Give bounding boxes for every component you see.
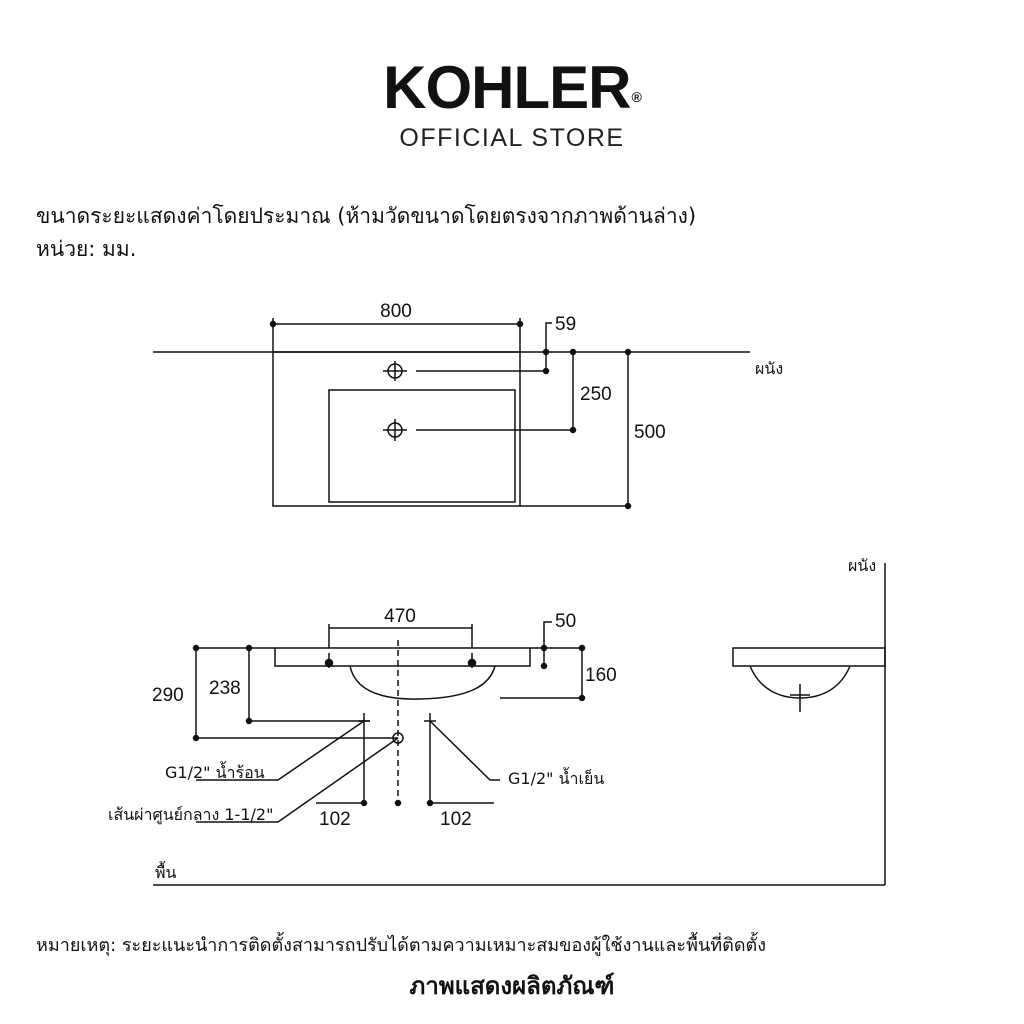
cold-leader	[430, 721, 500, 780]
logo-text: KOHLER	[383, 54, 631, 121]
front-counter-slab	[275, 648, 530, 666]
approx-dimension-note: ขนาดระยะแสดงค่าโดยประมาณ (ห้ามวัดขนาดโดยตรงจากภาพด้านล่าง)	[36, 204, 697, 228]
hot-water-label: G1/2" น้ำร้อน	[165, 763, 265, 782]
front-bowl	[350, 666, 495, 699]
store-subtitle: OFFICIAL STORE	[399, 124, 625, 152]
side-counter-slab	[733, 648, 885, 666]
installation-note: หมายเหตุ: ระยะแนะนำการติดตั้งสามารถปรับได้ตามความเหมาะสมของผู้ใช้งานและพื้นที่ติดตั้ง	[36, 935, 766, 956]
product-caption: ภาพแสดงผลิตภัณฑ์	[409, 972, 615, 1000]
cold-water-label: G1/2" น้ำเย็น	[508, 769, 605, 788]
dim-290: 290	[152, 685, 184, 706]
front-wall-label: ผนัง	[848, 556, 877, 575]
registered-mark: ®	[631, 89, 641, 105]
top-view	[153, 301, 783, 509]
dim-800: 800	[380, 301, 412, 322]
dim-470: 470	[384, 606, 416, 627]
drain-diameter-label: เส้นผ่าศูนย์กลาง 1-1/2"	[108, 805, 274, 824]
dim-250: 250	[580, 384, 612, 405]
front-view	[108, 556, 885, 885]
side-view	[733, 648, 885, 712]
top-wall-label: ผนัง	[755, 359, 784, 378]
dim-102-left: 102	[319, 809, 351, 830]
top-counter-outline	[273, 352, 520, 506]
unit-note: หน่วย: มม.	[36, 237, 137, 261]
dim-160: 160	[585, 665, 617, 686]
floor-label: พื้น	[155, 863, 177, 882]
dim-238: 238	[209, 678, 241, 699]
dim-500: 500	[634, 422, 666, 443]
top-basin-outline	[329, 390, 515, 502]
dim-102-right: 102	[440, 809, 472, 830]
dim-50: 50	[555, 611, 577, 632]
dim-59: 59	[555, 314, 577, 335]
